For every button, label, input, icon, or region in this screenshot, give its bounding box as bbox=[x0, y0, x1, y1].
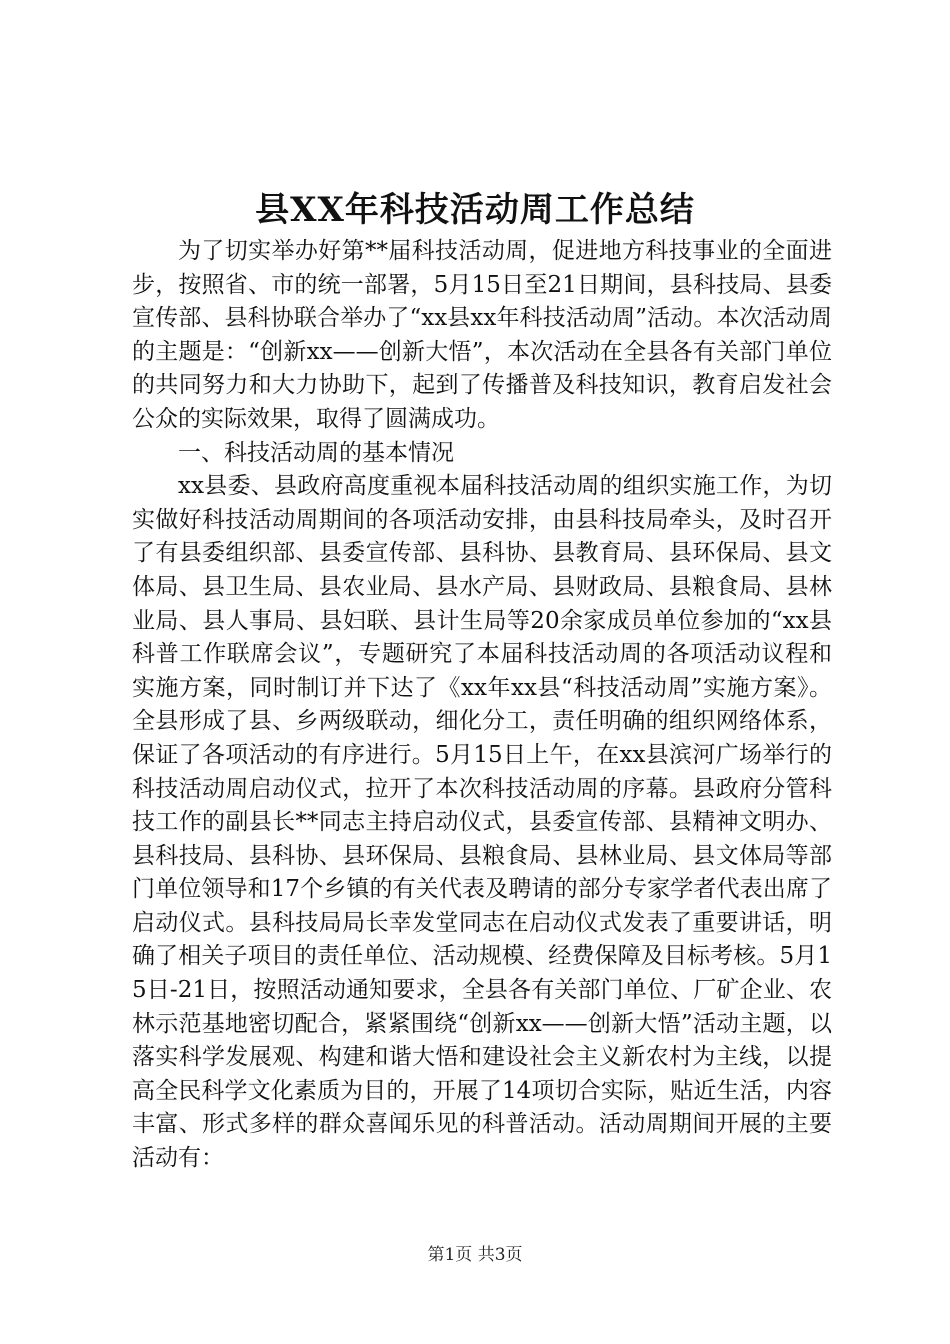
document-title: 县XX年科技活动周工作总结 bbox=[255, 190, 695, 230]
document-body bbox=[132, 235, 832, 1176]
page-footer: 第1页 共3页 bbox=[427, 1245, 523, 1265]
section-heading: 一、科技活动周的基本情况 bbox=[178, 439, 454, 466]
intro-paragraph: 为了切实举办好第**届科技活动周，促进地方科技事业的全面进步，按照省、市的统一部署，5月15日至21日期间，县科技局、县委宣传部、县科协联合举办了“xx县xx年科技活动周”活动。本次活动周的主题是：“创新xx——创新大悟”，本次活动在全县各有关部门单位的共同努力和大力协助下，起到了传播普及科技知识，教育启发社会公众的实际效果，取得了圆满成功。 bbox=[132, 238, 832, 432]
section-paragraph: xx县委、县政府高度重视本届科技活动周的组织实施工作，为切实做好科技活动周期间的各项活动安排，由县科技局牵头，及时召开了有县委组织部、县委宣传部、县科协、县教育局、县环保局、县文体局、县卫生局、县农业局、县水产局、县财政局、县粮食局、县林业局、县人事局、县妇联、县计生局等20余家成员单位参加的“xx县科普工作联席会议”，专题研究了本届科技活动周的各项活动议程和实施方案，同时制订并下达了《xx年xx县“科技活动周”实施方案》。全县形成了县、乡两级联动，细化分工，责任明确的组织网络体系，保证了各项活动的有序进行。5月15日上午，在xx县滨河广场举行的科技活动周启动仪式，拉开了本次科技活动周的序幕。县政府分管科技工作的副县长**同志主持启动仪式，县委宣传部、县精神文明办、县科技局、县科协、县环保局、县粮食局、县林业局、县文体局等部门单位领导和17个乡镇的有关代表及聘请的部分专家学者代表出席了启动仪式。县科技局局长幸发堂同志在启动仪式发表了重要讲话，明确了相关子项目的责任单位、活动规模、经费保障及目标考核。5月15日-21日，按照活动通知要求，全县各有关部门单位、厂矿企业、农林示范基地密切配合，紧紧围绕“创新xx——创新大悟”活动主题，以落实科学发展观、构建和谐大悟和建设社会主义新农村为主线，以提高全民科学文化素质为目的，开展了14项切合实际，贴近生活，内容丰富、形式多样的群众喜闻乐见的科普活动。活动周期间开展的主要活动有： bbox=[132, 473, 832, 1172]
